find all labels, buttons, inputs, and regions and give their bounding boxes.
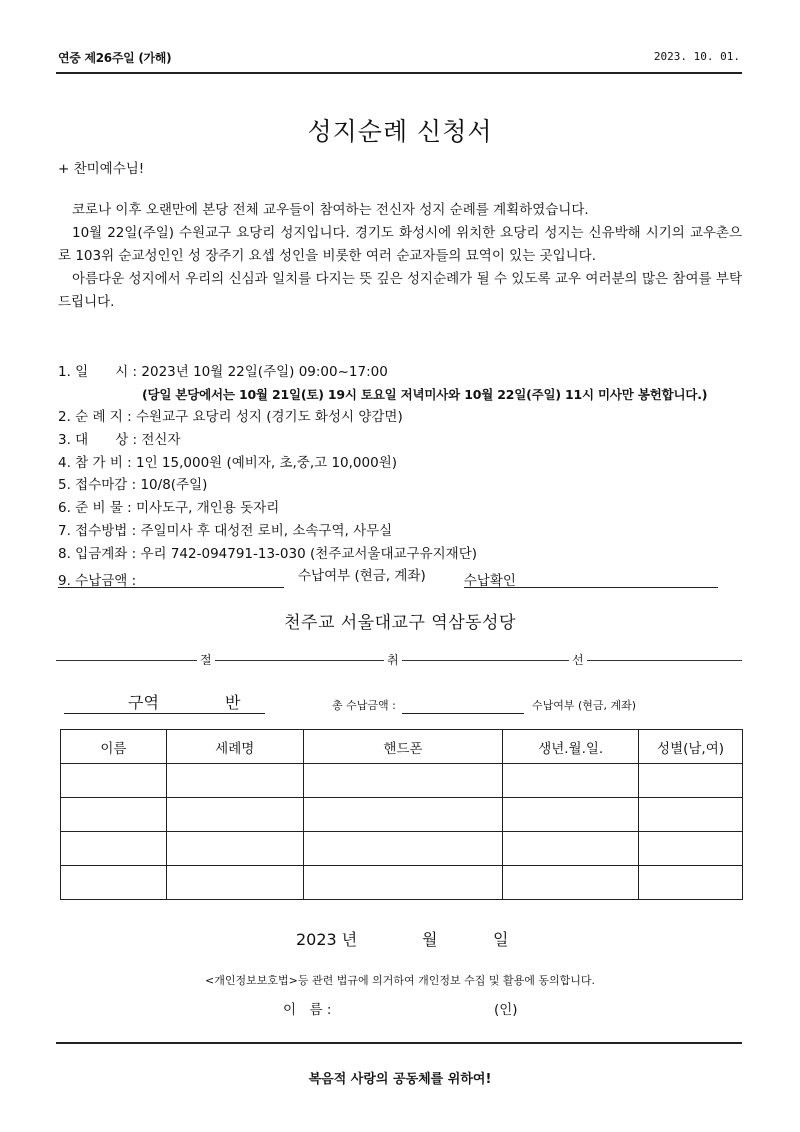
cut-char: 취 (384, 651, 402, 669)
detail-datetime: 1. 일 시 : 2023년 10월 22일(주일) 09:00~17:00 (58, 364, 388, 380)
table-cell[interactable] (503, 764, 639, 798)
payment-amount-label: 9. 수납금액 : (58, 572, 137, 589)
table-cell[interactable] (61, 764, 167, 798)
total-amount-label: 총 수납금액 : (332, 699, 396, 712)
table-cell[interactable] (639, 798, 743, 832)
intro-text (58, 199, 742, 314)
table-cell[interactable] (166, 764, 303, 798)
intro-paragraph: 아름다운 성지에서 우리의 신심과 일치를 다지는 뜻 깊은 성지순례가 될 수 있도록 교우 여러분의 많은 참여를 부탁드립니다. (58, 271, 742, 310)
signer-name-label: 이 름 : (283, 1002, 332, 1018)
table-cell[interactable] (503, 832, 639, 866)
table-cell[interactable] (303, 764, 503, 798)
table-cell[interactable] (303, 832, 503, 866)
cut-char: 선 (569, 651, 587, 669)
payment-method-label: 수납여부 (현금, 계좌) (298, 568, 426, 585)
seal-label: (인) (494, 1002, 518, 1018)
cut-char: 절 (197, 651, 215, 669)
payment-amount-field[interactable] (58, 570, 284, 588)
header-name: 이름 (61, 730, 167, 764)
intro-paragraph: 10월 22일(주일) 수원교구 요당리 성지입니다. 경기도 화성시에 위치한 요당리 성지는 신유박해 시기의 교우촌으로 103위 순교성인인 성 장주기 요셉 성인을 비롯한 여러 순교자들의 묘역이 있는 곳입니다. (58, 225, 742, 264)
total-amount-field-line[interactable] (402, 713, 524, 714)
table-cell[interactable] (61, 832, 167, 866)
intro-paragraph: 코로나 이후 오랜만에 본당 전체 교우들이 참여하는 전신자 성지 순례를 계획하였습니다. (72, 202, 589, 218)
detail-fee: 4. 참 가 비 : 1인 15,000원 (예비자, 초,중,고 10,000원) (58, 454, 398, 471)
table-cell[interactable] (166, 866, 303, 900)
table-cell[interactable] (639, 866, 743, 900)
footer-motto: 복음적 사랑의 공동체를 위하여! (308, 1072, 492, 1087)
district-field-line[interactable] (64, 713, 265, 714)
payment-confirm-field[interactable] (464, 570, 718, 588)
detail-mass-note: (당일 본당에서는 10월 21일(토) 19시 토요일 저녁미사와 10월 22일(주일) 11시 미사만 봉헌합니다.) (142, 386, 708, 402)
table-cell[interactable] (639, 832, 743, 866)
date-month: 월 (422, 930, 438, 949)
table-row (61, 866, 743, 900)
table-cell[interactable] (303, 866, 503, 900)
header-gender: 성별(남,여) (639, 730, 743, 764)
payment-row (58, 565, 742, 588)
table-cell[interactable] (639, 764, 743, 798)
issue-date: 2023. 10. 01. (653, 50, 740, 63)
table-cell[interactable] (61, 866, 167, 900)
table-row (61, 832, 743, 866)
header-birthdate: 생년.월.일. (503, 730, 639, 764)
date-year: 2023 년 (296, 930, 358, 949)
privacy-consent: <개인정보보호법>등 관련 법규에 의거하여 개인정보 수집 및 활용에 동의합니다. (205, 974, 595, 987)
table-cell[interactable] (61, 798, 167, 832)
detail-supplies: 6. 준 비 물 : 미사도구, 개인용 돗자리 (58, 500, 280, 517)
detail-deadline: 5. 접수마감 : 10/8(주일) (58, 477, 208, 494)
table-header-row (61, 730, 743, 764)
date-day: 일 (493, 930, 509, 949)
liturgical-week: 연중 제26주일 (가해) (58, 51, 172, 65)
cut-line (56, 651, 742, 669)
page-title: 성지순례 신청서 (307, 117, 493, 146)
table-cell[interactable] (303, 798, 503, 832)
detail-target: 3. 대 상 : 전신자 (58, 432, 181, 449)
table-cell[interactable] (503, 798, 639, 832)
header-divider (56, 72, 742, 74)
participant-table (60, 729, 743, 900)
table-row (61, 798, 743, 832)
paid-status-label: 수납여부 (현금, 계좌) (532, 699, 637, 712)
table-cell[interactable] (166, 832, 303, 866)
detail-account: 8. 입금계좌 : 우리 742-094791-13-030 (천주교서울대교구유지재단) (58, 545, 478, 562)
footer-divider (56, 1042, 742, 1044)
detail-destination: 2. 순 례 지 : 수원교구 요당리 성지 (경기도 화성시 양감면) (58, 409, 403, 426)
greeting: + 찬미예수님! (58, 161, 145, 177)
table-cell[interactable] (503, 866, 639, 900)
table-cell[interactable] (166, 798, 303, 832)
event-details (58, 361, 742, 588)
district-label: 구역 (128, 693, 159, 712)
detail-method: 7. 접수방법 : 주일미사 후 대성전 로비, 소속구역, 사무실 (58, 522, 393, 539)
header-phone: 핸드폰 (303, 730, 503, 764)
parish-name: 천주교 서울대교구 역삼동성당 (284, 613, 516, 633)
ban-label: 반 (225, 693, 241, 712)
payment-confirm-label: 수납확인 (463, 572, 516, 589)
table-row (61, 764, 743, 798)
header-baptismal-name: 세례명 (166, 730, 303, 764)
